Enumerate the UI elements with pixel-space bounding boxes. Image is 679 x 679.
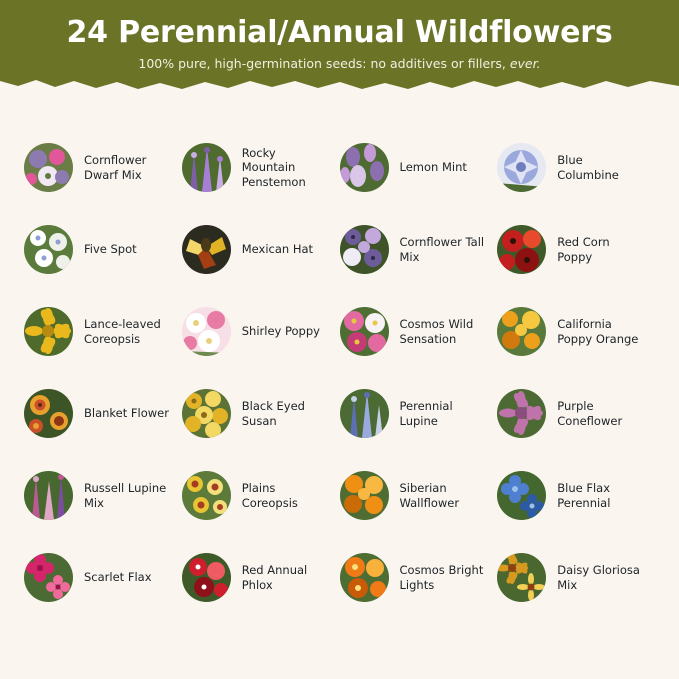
flower-name: Blanket Flower (84, 406, 169, 421)
flower-swatch-icon (24, 389, 73, 438)
flower-name: Mexican Hat (241, 242, 314, 257)
flower-swatch-icon (24, 143, 73, 192)
flower-item (340, 294, 498, 369)
subtitle-main: 100% pure, high-germination seeds: no additives or fillers, (138, 56, 506, 71)
flower-name: Cosmos Bright Lights (399, 563, 484, 592)
flower-item (24, 130, 182, 205)
flower-item (340, 212, 498, 287)
flower-name: Blue Flax Perennial (557, 481, 611, 510)
flower-item (497, 130, 655, 205)
subtitle-emphasis: ever. (509, 56, 541, 71)
flower-name: Red Corn Poppy (557, 235, 610, 264)
flower-swatch-icon (24, 553, 73, 602)
flower-name: Cornflower Tall Mix (399, 235, 485, 264)
flower-name: Shirley Poppy (241, 324, 320, 339)
flower-item (24, 294, 182, 369)
flower-item (24, 376, 182, 451)
flower-swatch-icon (497, 307, 546, 356)
flower-swatch-icon (182, 307, 231, 356)
flower-item (497, 212, 655, 287)
flower-name: Lemon Mint (399, 160, 467, 175)
flower-item (340, 540, 498, 615)
flower-swatch-icon (340, 389, 389, 438)
page-subtitle (0, 55, 679, 73)
flower-swatch-icon (340, 225, 389, 274)
flower-swatch-icon (340, 553, 389, 602)
flower-swatch-icon (340, 471, 389, 520)
flower-swatch-icon (182, 389, 231, 438)
flower-item (497, 376, 655, 451)
flower-item (497, 540, 655, 615)
flower-swatch-icon (182, 225, 231, 274)
flower-item (182, 294, 340, 369)
flower-item (24, 212, 182, 287)
flower-swatch-icon (497, 225, 546, 274)
flower-swatch-icon (24, 471, 73, 520)
flower-item (182, 458, 340, 533)
flower-name: Purple Coneflower (557, 399, 623, 428)
flower-item (182, 540, 340, 615)
flower-item (497, 294, 655, 369)
flower-name: Scarlet Flax (84, 570, 152, 585)
flower-name: Black Eyed Susan (241, 399, 305, 428)
flower-name: Perennial Lupine (399, 399, 453, 428)
flower-item (182, 130, 340, 205)
flower-swatch-icon (182, 553, 231, 602)
flower-swatch-icon (24, 225, 73, 274)
flower-swatch-icon (497, 143, 546, 192)
flower-swatch-icon (497, 553, 546, 602)
flower-swatch-icon (182, 471, 231, 520)
flower-item (182, 212, 340, 287)
flower-item (340, 458, 498, 533)
flower-name: Rocky Mountain Penstemon (241, 145, 306, 189)
flower-item (340, 130, 498, 205)
flower-item (24, 458, 182, 533)
flower-item (182, 376, 340, 451)
page-title: 24 Perennial/Annual Wildflowers (66, 15, 613, 50)
flower-grid (0, 112, 679, 615)
flower-name: Siberian Wallflower (399, 481, 460, 510)
flower-swatch-icon (497, 389, 546, 438)
flower-item (24, 540, 182, 615)
flower-swatch-icon (24, 307, 73, 356)
flower-swatch-icon (497, 471, 546, 520)
torn-paper-edge-icon (0, 75, 679, 96)
flower-item (497, 458, 655, 533)
flower-name: Plains Coreopsis (241, 481, 298, 510)
flower-swatch-icon (340, 143, 389, 192)
flower-name: Five Spot (84, 242, 137, 257)
flower-item (340, 376, 498, 451)
flower-name: Red Annual Phlox (241, 563, 308, 592)
flower-name: Blue Columbine (557, 153, 619, 182)
flower-name: Russell Lupine Mix (84, 481, 167, 510)
header-banner (0, 0, 679, 96)
flower-swatch-icon (182, 143, 231, 192)
flower-name: Cosmos Wild Sensation (399, 317, 474, 346)
flower-name: California Poppy Orange (557, 317, 639, 346)
flower-name: Lance-leaved Coreopsis (84, 317, 161, 346)
flower-swatch-icon (340, 307, 389, 356)
flower-name: Daisy Gloriosa Mix (557, 563, 640, 592)
flower-name: Cornflower Dwarf Mix (84, 153, 147, 182)
